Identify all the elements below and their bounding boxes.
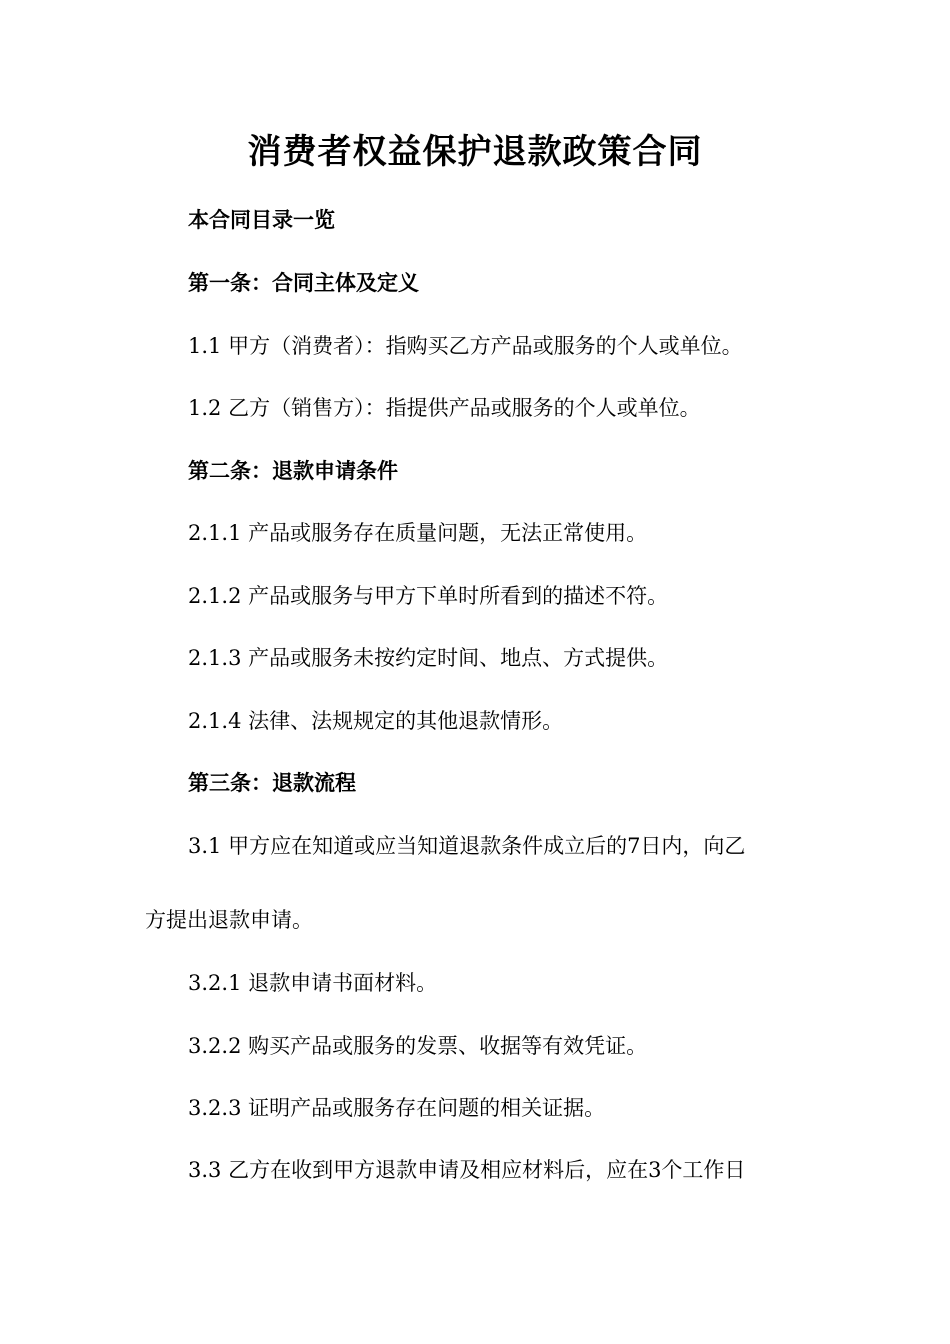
section-1-heading: 第一条：合同主体及定义 [188,270,419,295]
clause-2-1-3: 2.1.3 产品或服务未按约定时间、地点、方式提供。 [188,646,669,670]
toc-heading: 本合同目录一览 [188,207,335,232]
document-title: 消费者权益保护退款政策合同 [247,132,703,172]
section-2-heading: 第二条：退款申请条件 [188,458,398,483]
clause-3-1-line1: 3.1 甲方应在知道或应当知道退款条件成立后的7日内，向乙 [188,834,746,858]
clause-2-1-4: 2.1.4 法律、法规规定的其他退款情形。 [188,709,564,733]
clause-3-3-line1: 3.3 乙方在收到甲方退款申请及相应材料后，应在3个工作日 [188,1158,746,1182]
clause-3-2-2: 3.2.2 购买产品或服务的发票、收据等有效凭证。 [188,1034,648,1058]
clause-1-2: 1.2 乙方（销售方）：指提供产品或服务的个人或单位。 [188,396,701,420]
clause-1-1: 1.1 甲方（消费者）：指购买乙方产品或服务的个人或单位。 [188,334,743,358]
section-3-heading: 第三条：退款流程 [188,770,356,795]
clause-3-2-3: 3.2.3 证明产品或服务存在问题的相关证据。 [188,1096,606,1120]
clause-3-2-1: 3.2.1 退款申请书面材料。 [188,971,438,995]
clause-3-1-line2: 方提出退款申请。 [145,908,313,932]
clause-2-1-2: 2.1.2 产品或服务与甲方下单时所看到的描述不符。 [188,584,669,608]
clause-2-1-1: 2.1.1 产品或服务存在质量问题，无法正常使用。 [188,521,648,545]
